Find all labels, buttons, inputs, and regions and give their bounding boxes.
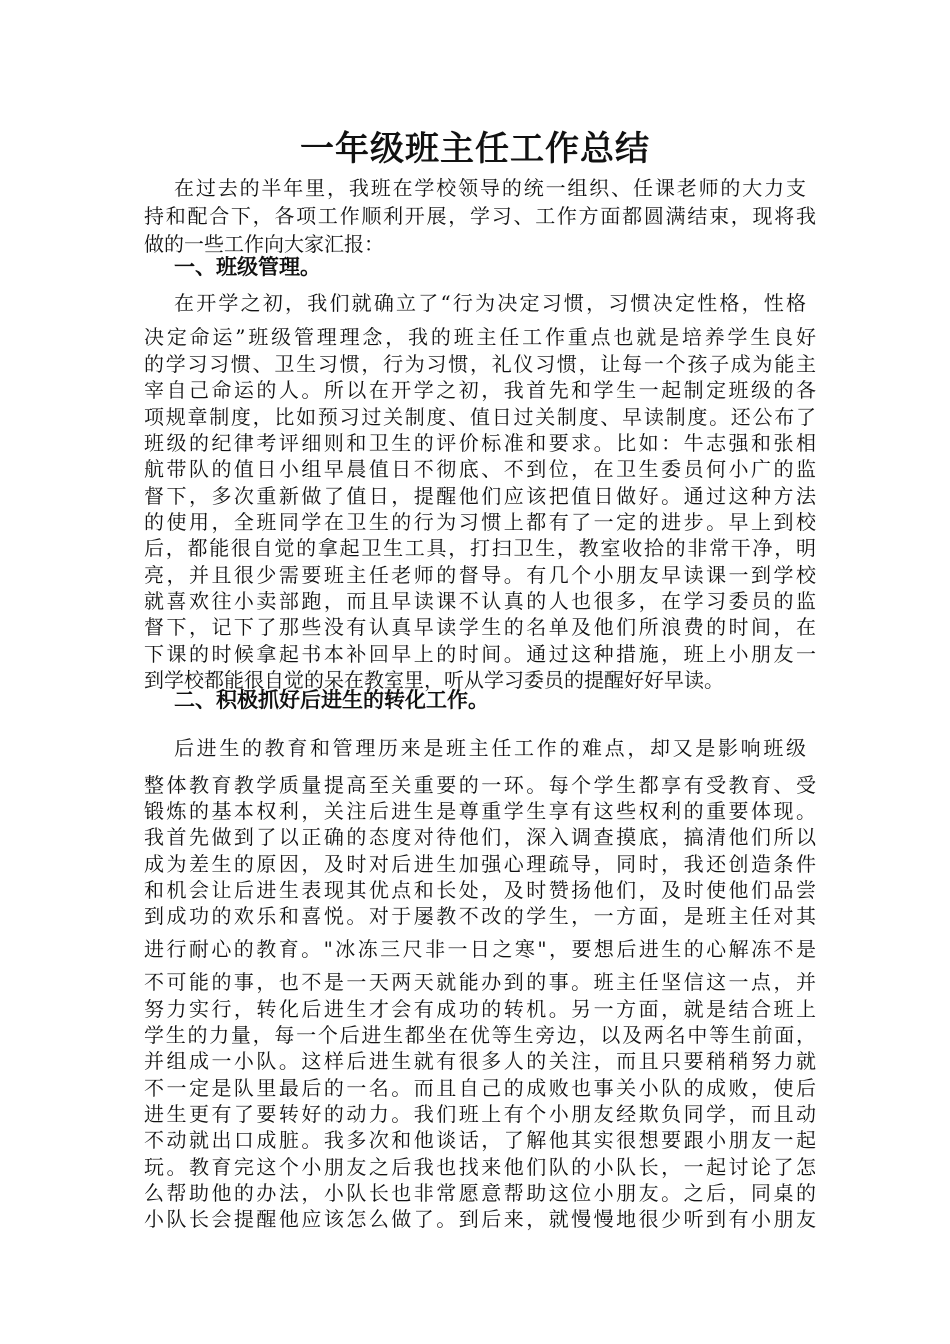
paragraph-line: 宰自己命运的人。所以在开学之初，我首先和学生一起制定班级的各 <box>144 378 816 402</box>
paragraph-line: 不一定是队里最后的一名。而且自己的成败也事关小队的成败，使后 <box>144 1076 816 1100</box>
paragraph-line: 在开学之初，我们就确立了“行为决定习惯，习惯决定性格，性格 <box>174 291 806 315</box>
paragraph-line: 我首先做到了以正确的态度对待他们，深入调查摸底，搞清他们所以 <box>144 825 816 849</box>
paragraph-line: 到成功的欢乐和喜悦。对于屡教不改的学生，一方面，是班主任对其 <box>144 904 816 928</box>
paragraph-line: 后进生的教育和管理历来是班主任工作的难点，却又是影响班级 <box>174 736 806 760</box>
section-heading-underachievers: 二、积极抓好后进生的转化工作。 <box>174 688 489 712</box>
paragraph-line: 学生的力量，每一个后进生都坐在优等生旁边，以及两名中等生前面， <box>144 1023 816 1047</box>
intro-line: 持和配合下，各项工作顺利开展，学习、工作方面都圆满结束，现将我 <box>144 204 816 228</box>
paragraph-line: 并组成一小队。这样后进生就有很多人的关注，而且只要稍稍努力就 <box>144 1049 816 1073</box>
paragraph-line: 进行耐心的教育。"冰冻三尺非一日之寒"，要想后进生的心解冻不是 <box>144 937 816 961</box>
paragraph-line: 小队长会提醒他应该怎么做了。到后来，就慢慢地很少听到有小朋友 <box>144 1207 816 1231</box>
paragraph-line: 玩。教育完这个小朋友之后我也找来他们队的小队长，一起讨论了怎 <box>144 1155 816 1179</box>
paragraph-line: 么帮助他的办法，小队长也非常愿意帮助这位小朋友。之后，同桌的 <box>144 1181 816 1205</box>
paragraph-line: 和机会让后进生表现其优点和长处，及时赞扬他们，及时使他们品尝 <box>144 878 816 902</box>
paragraph-line: 的使用，全班同学在卫生的行为习惯上都有了一定的进步。早上到校 <box>144 510 816 534</box>
paragraph-line: 督下，记下了那些没有认真早读学生的名单及他们所浪费的时间，在 <box>144 615 816 639</box>
section-heading-class-management: 一、班级管理。 <box>174 255 321 279</box>
paragraph-line: 亮，并且很少需要班主任老师的督导。有几个小朋友早读课一到学校 <box>144 563 816 587</box>
paragraph-line: 就喜欢往小卖部跑，而且早读课不认真的人也很多，在学习委员的监 <box>144 589 816 613</box>
paragraph-line: 锻炼的基本权利，关注后进生是尊重学生享有这些权利的重要体现。 <box>144 799 816 823</box>
intro-line: 做的一些工作向大家汇报： <box>144 232 384 256</box>
paragraph-line: 不可能的事，也不是一天两天就能办到的事。班主任坚信这一点，并 <box>144 970 816 994</box>
paragraph-line: 项规章制度，比如预习过关制度、值日过关制度、早读制度。还公布了 <box>144 405 816 429</box>
paragraph-line: 进生更有了要转好的动力。我们班上有个小朋友经欺负同学，而且动 <box>144 1102 816 1126</box>
paragraph-line: 后，都能很自觉的拿起卫生工具，打扫卫生，教室收拾的非常干净，明 <box>144 536 816 560</box>
paragraph-line: 成为差生的原因，及时对后进生加强心理疏导，同时，我还创造条件 <box>144 852 816 876</box>
paragraph-line: 决定命运”班级管理理念，我的班主任工作重点也就是培养学生良好 <box>144 325 816 349</box>
paragraph-line: 下课的时候拿起书本补回早上的时间。通过这种措施，班上小朋友一 <box>144 642 816 666</box>
paragraph-line: 不动就出口成脏。我多次和他谈话，了解他其实很想要跟小朋友一起 <box>144 1128 816 1152</box>
paragraph-line: 航带队的值日小组早晨值日不彻底、不到位，在卫生委员何小广的监 <box>144 457 816 481</box>
paragraph-line: 督下，多次重新做了值日，提醒他们应该把值日做好。通过这种方法 <box>144 484 816 508</box>
document-title: 一年级班主任工作总结 <box>300 129 650 169</box>
paragraph-line: 班级的纪律考评细则和卫生的评价标准和要求。比如：牛志强和张相 <box>144 431 816 455</box>
paragraph-line: 到学校都能很自觉的呆在教室里，听从学习委员的提醒好好早读。 <box>144 668 724 692</box>
paragraph-line: 的学习习惯、卫生习惯，行为习惯，礼仪习惯，让每一个孩子成为能主 <box>144 352 816 376</box>
intro-line: 在过去的半年里，我班在学校领导的统一组织、任课老师的大力支 <box>174 176 806 200</box>
paragraph-line: 努力实行，转化后进生才会有成功的转机。另一方面，就是结合班上 <box>144 997 816 1021</box>
paragraph-line: 整体教育教学质量提高至关重要的一环。每个学生都享有受教育、受 <box>144 773 816 797</box>
